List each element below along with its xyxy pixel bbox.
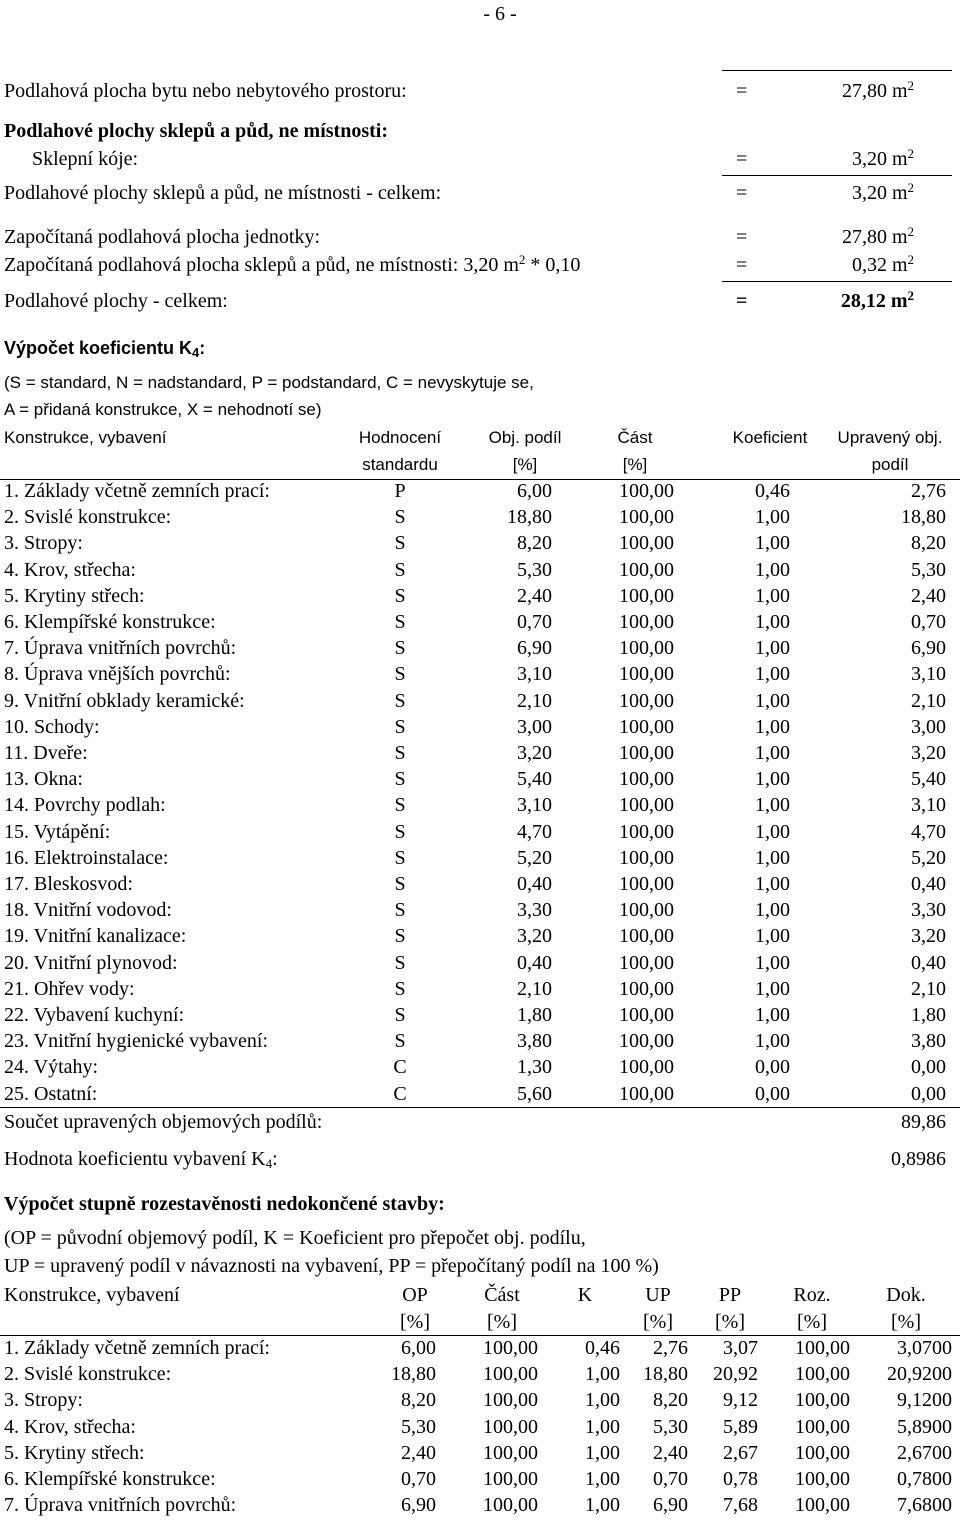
col-part-unit: [%]: [487, 1311, 517, 1333]
cell-share: 0,70: [517, 611, 552, 633]
cell-rating: S: [394, 925, 406, 948]
cell-k: 1,00: [585, 1415, 620, 1438]
cell-coef: 1,00: [755, 1030, 790, 1053]
cell-rating: S: [394, 584, 406, 607]
cell-share: 6,00: [517, 480, 552, 502]
cell-part: 100,00: [619, 1030, 674, 1053]
cell-k: 1,00: [585, 1494, 620, 1517]
cell-share: 3,30: [517, 899, 552, 922]
table-row: [0, 768, 960, 794]
cell-coef: 1,00: [755, 977, 790, 1000]
cell-share: 5,20: [517, 846, 552, 869]
table-row: [0, 585, 960, 611]
cell-construction: 22. Vybavení kuchyní:: [4, 1004, 185, 1026]
cell-part: 100,00: [619, 1082, 674, 1105]
cell-coef: 0,46: [755, 480, 790, 502]
cell-pp: 20,92: [713, 1363, 758, 1386]
cell-construction: 10. Schody:: [4, 715, 100, 738]
cell-construction: 5. Krytiny střech:: [4, 1441, 145, 1464]
cell-coef: 1,00: [755, 794, 790, 817]
col-roz: Roz.: [793, 1284, 831, 1306]
cell-adjusted: 6,90: [911, 637, 946, 660]
cell-coef: 1,00: [755, 899, 790, 922]
cell-pp: 3,07: [723, 1337, 758, 1359]
cell-rating: S: [394, 689, 406, 712]
cell-pp: 0,78: [723, 1468, 758, 1490]
cell-adjusted: 2,40: [911, 584, 946, 607]
k4-sum-value: 89,86: [901, 1111, 946, 1133]
page-number: - 6 -: [483, 3, 517, 25]
total-value: [722, 290, 952, 316]
value: 28,12 $m^2$: [840, 288, 914, 312]
counted-unit-value: [722, 226, 952, 252]
cell-part: 100,00: [619, 715, 674, 738]
cell-coef: 1,00: [755, 742, 790, 764]
cell-rating: S: [394, 1030, 406, 1053]
col-part: Část: [617, 428, 653, 447]
cell-coef: 1,00: [755, 846, 790, 869]
cell-share: 3,00: [517, 715, 552, 738]
cell-rating: S: [394, 873, 406, 895]
cell-construction: 4. Krov, střecha:: [4, 558, 136, 581]
cell-construction: 6. Klempířské konstrukce:: [4, 1468, 216, 1490]
cell-roz: 100,00: [795, 1415, 850, 1438]
cell-op: 8,20: [401, 1389, 436, 1412]
col-pp-unit: [%]: [715, 1311, 745, 1333]
cell-rating: S: [394, 532, 406, 555]
cellar-item-value: [722, 148, 952, 174]
cell-construction: 5. Krytiny střech:: [4, 584, 145, 607]
cell-construction: 25. Ostatní:: [4, 1082, 98, 1105]
cell-share: 5,60: [517, 1082, 552, 1105]
cell-coef: 1,00: [755, 611, 790, 633]
cell-part: 100,00: [619, 742, 674, 764]
cell-k: 1,00: [585, 1389, 620, 1412]
cell-construction: 3. Stropy:: [4, 1389, 83, 1412]
k4-heading: Výpočet koeficientu $K_4$:: [4, 338, 206, 360]
cell-adjusted: 5,40: [911, 768, 946, 791]
table-row: [0, 559, 960, 585]
stage-legend-line2: UP = upravený podíl v návaznosti na vybavení, PP = přepočítaný podíl na 100 %): [4, 1255, 659, 1277]
cell-dok: 20,9200: [887, 1363, 952, 1386]
col-rating-2: standardu: [362, 455, 438, 474]
cell-part: 100,00: [619, 611, 674, 633]
cell-construction: 9. Vnitřní obklady keramické:: [4, 689, 245, 712]
cell-part: 100,00: [619, 532, 674, 555]
cellar-heading: Podlahové plochy sklepů a půd, ne místnosti:: [4, 120, 388, 142]
cell-construction: 2. Svislé konstrukce:: [4, 506, 172, 529]
cell-adjusted: 0,40: [911, 951, 946, 974]
value: 3,20 $m^2$: [851, 180, 914, 204]
cell-part: 100,00: [483, 1441, 538, 1464]
col-up: UP: [645, 1284, 671, 1306]
cell-share: 2,10: [517, 977, 552, 1000]
cell-part: 100,00: [619, 899, 674, 922]
col-adjusted: Upravený obj.: [837, 428, 943, 447]
cell-coef: 1,00: [755, 715, 790, 738]
cell-part: 100,00: [619, 794, 674, 817]
table-row: [0, 1337, 960, 1363]
cell-part: 100,00: [619, 846, 674, 869]
cell-share: 3,10: [517, 663, 552, 686]
cell-share: 3,10: [517, 794, 552, 817]
cell-coef: 1,00: [755, 1004, 790, 1026]
cell-part: 100,00: [619, 558, 674, 581]
cell-rating: S: [394, 1004, 406, 1026]
cell-share: 3,20: [517, 925, 552, 948]
table-row: [0, 663, 960, 689]
cell-coef: 1,00: [755, 532, 790, 555]
table-row: [0, 1004, 960, 1030]
cell-coef: 1,00: [755, 584, 790, 607]
cell-rating: S: [394, 820, 406, 843]
value: 3,20 $m^2$: [851, 146, 914, 170]
table-row: [0, 532, 960, 558]
value: 27,80 $m^2$: [841, 224, 914, 248]
table-row: [0, 899, 960, 925]
col-roz-unit: [%]: [797, 1311, 827, 1333]
cell-dok: 0,7800: [897, 1468, 952, 1490]
table-row: [0, 1056, 960, 1082]
k4-legend-line2: A = přidaná konstrukce, X = nehodnotí se): [4, 400, 322, 419]
cell-share: 3,20: [517, 742, 552, 764]
cell-op: 6,00: [401, 1337, 436, 1359]
table-row: [0, 1083, 960, 1109]
table-row: [0, 637, 960, 663]
cell-adjusted: 3,10: [911, 663, 946, 686]
cell-construction: 2. Svislé konstrukce:: [4, 1363, 172, 1386]
cell-adjusted: 5,20: [911, 846, 946, 869]
cell-part: 100,00: [619, 768, 674, 791]
cell-roz: 100,00: [795, 1468, 850, 1490]
cell-rating: P: [394, 480, 406, 502]
cell-construction: 7. Úprava vnitřních povrchů:: [4, 637, 237, 660]
stage-heading: Výpočet stupně rozestavěnosti nedokončené stavby:: [4, 1193, 445, 1215]
cell-adjusted: 3,20: [911, 742, 946, 764]
cell-part: 100,00: [483, 1337, 538, 1359]
cell-adjusted: 18,80: [901, 506, 946, 529]
cell-rating: S: [394, 558, 406, 581]
floor-area-value: [722, 80, 952, 106]
cell-rating: S: [394, 768, 406, 791]
col-dok-unit: [%]: [891, 1311, 921, 1333]
equals-sign: =: [736, 80, 748, 102]
table-row: [0, 821, 960, 847]
cell-dok: 3,0700: [897, 1337, 952, 1359]
cell-up: 5,30: [653, 1415, 688, 1438]
cell-pp: 9,12: [723, 1389, 758, 1412]
value: 27,80 $m^2$: [841, 78, 914, 102]
cell-construction: 20. Vnitřní plynovod:: [4, 951, 178, 974]
table-row: [0, 1494, 960, 1520]
top-rule: [722, 70, 952, 71]
table-row: [0, 611, 960, 637]
cell-adjusted: 2,10: [911, 689, 946, 712]
table-row: [0, 690, 960, 716]
cell-construction: 13. Okna:: [4, 768, 83, 791]
table-row: [0, 952, 960, 978]
cell-share: 5,30: [517, 558, 552, 581]
cell-up: 2,76: [653, 1337, 688, 1359]
cell-construction: 1. Základy včetně zemních prací:: [4, 480, 270, 502]
cell-k: 1,00: [585, 1468, 620, 1490]
cell-rating: S: [394, 794, 406, 817]
cell-coef: 1,00: [755, 951, 790, 974]
cell-construction: 7. Úprava vnitřních povrchů:: [4, 1494, 237, 1517]
k4-legend-line1: (S = standard, N = nadstandard, P = podstandard, C = nevyskytuje se,: [4, 373, 534, 392]
cell-rating: S: [394, 951, 406, 974]
cell-part: 100,00: [619, 873, 674, 895]
equals-sign: =: [736, 254, 748, 276]
cell-part: 100,00: [619, 637, 674, 660]
table-row: [0, 480, 960, 506]
counted-rule: [722, 281, 952, 282]
cell-roz: 100,00: [795, 1363, 850, 1386]
k4-value-value: 0,8986: [891, 1148, 946, 1170]
cell-adjusted: 3,30: [911, 899, 946, 922]
col-op: OP: [402, 1284, 428, 1306]
cell-construction: 18. Vnitřní vodovod:: [4, 899, 172, 922]
cell-part: 100,00: [619, 1056, 674, 1079]
cell-op: 5,30: [401, 1415, 436, 1438]
col-part: Část: [484, 1284, 520, 1306]
col-share: Obj. podíl: [488, 428, 562, 447]
cell-part: 100,00: [619, 663, 674, 686]
cell-part: 100,00: [619, 480, 674, 502]
k4-bottom-rule: [0, 1107, 960, 1108]
cell-adjusted: 3,00: [911, 715, 946, 738]
cell-rating: S: [394, 663, 406, 686]
cell-k: 1,00: [585, 1363, 620, 1386]
cell-op: 6,90: [401, 1494, 436, 1517]
cell-part: 100,00: [483, 1389, 538, 1412]
cell-up: 8,20: [653, 1389, 688, 1412]
col-k: K: [577, 1284, 593, 1306]
value: 0,32 $m^2$: [851, 252, 914, 276]
cell-coef: 1,00: [755, 820, 790, 843]
cell-adjusted: 3,80: [911, 1030, 946, 1053]
cell-op: 2,40: [401, 1441, 436, 1464]
cell-rating: S: [394, 506, 406, 529]
cell-part: 100,00: [619, 506, 674, 529]
col-construction: Konstrukce, vybavení: [4, 1284, 180, 1306]
cell-part: 100,00: [619, 689, 674, 712]
cell-coef: 0,00: [755, 1082, 790, 1105]
cell-share: 0,40: [517, 873, 552, 895]
cell-construction: 16. Elektroinstalace:: [4, 846, 169, 869]
cell-k: 1,00: [585, 1441, 620, 1464]
cell-adjusted: 5,30: [911, 558, 946, 581]
cell-coef: 1,00: [755, 768, 790, 791]
cell-part: 100,00: [619, 925, 674, 948]
cell-share: 1,30: [517, 1056, 552, 1079]
table-row: [0, 847, 960, 873]
cell-construction: 15. Vytápění:: [4, 820, 111, 843]
cell-dok: 5,8900: [897, 1415, 952, 1438]
cell-share: 2,40: [517, 584, 552, 607]
cell-pp: 5,89: [723, 1415, 758, 1438]
cell-coef: 1,00: [755, 873, 790, 895]
cell-construction: 1. Základy včetně zemních prací:: [4, 1337, 270, 1359]
table-row: [0, 1416, 960, 1442]
cell-rating: S: [394, 846, 406, 869]
cell-part: 100,00: [483, 1468, 538, 1490]
table-row: [0, 1442, 960, 1468]
cellar-total-value: [722, 182, 952, 208]
k4-sum-label: Součet upravených objemových podílů:: [4, 1111, 323, 1133]
cell-rating: C: [393, 1056, 407, 1079]
cell-adjusted: 0,00: [911, 1082, 946, 1105]
cell-part: 100,00: [483, 1494, 538, 1517]
table-row: [0, 1030, 960, 1056]
cell-up: 2,40: [653, 1441, 688, 1464]
cell-dok: 7,6800: [897, 1494, 952, 1517]
cell-op: 0,70: [401, 1468, 436, 1490]
table-row: [0, 978, 960, 1004]
cell-share: 8,20: [517, 532, 552, 555]
cell-coef: 1,00: [755, 689, 790, 712]
stage-header-rule: [0, 1335, 960, 1336]
cell-rating: S: [394, 637, 406, 660]
cell-adjusted: 3,10: [911, 794, 946, 817]
cell-up: 0,70: [653, 1468, 688, 1490]
cell-rating: S: [394, 899, 406, 922]
cell-part: 100,00: [619, 584, 674, 607]
cell-roz: 100,00: [795, 1389, 850, 1412]
cell-part: 100,00: [619, 951, 674, 974]
cell-construction: 23. Vnitřní hygienické vybavení:: [4, 1030, 269, 1053]
cell-construction: 19. Vnitřní kanalizace:: [4, 925, 187, 948]
total-label: Podlahové plochy - celkem:: [4, 290, 228, 312]
table-row: [0, 1468, 960, 1494]
cell-construction: 4. Krov, střecha:: [4, 1415, 136, 1438]
cell-roz: 100,00: [795, 1337, 850, 1359]
cell-rating: C: [393, 1082, 407, 1105]
floor-area-label: Podlahová plocha bytu nebo nebytového prostoru:: [4, 80, 407, 102]
table-row: [0, 794, 960, 820]
counted-cellar-value: [722, 254, 952, 280]
cell-rating: S: [394, 715, 406, 738]
cellar-total-label: Podlahové plochy sklepů a půd, ne místnosti - celkem:: [4, 182, 442, 204]
table-row: [0, 1389, 960, 1415]
col-rating: Hodnocení: [358, 428, 442, 447]
table-row: [0, 925, 960, 951]
cell-part: 100,00: [619, 1004, 674, 1026]
cell-coef: 1,00: [755, 637, 790, 660]
col-construction: Konstrukce, vybavení: [4, 428, 167, 447]
col-adjusted-2: podíl: [871, 455, 909, 474]
cell-adjusted: 2,76: [911, 480, 946, 502]
table-row: [0, 1363, 960, 1389]
cell-share: 2,10: [517, 689, 552, 712]
cell-coef: 0,00: [755, 1056, 790, 1079]
cell-construction: 3. Stropy:: [4, 532, 83, 555]
col-pp: PP: [718, 1284, 742, 1306]
cell-up: 18,80: [643, 1363, 688, 1386]
cell-adjusted: 0,00: [911, 1056, 946, 1079]
cell-part: 100,00: [483, 1363, 538, 1386]
cell-adjusted: 3,20: [911, 925, 946, 948]
cell-construction: 17. Bleskosvod:: [4, 873, 133, 895]
cell-op: 18,80: [391, 1363, 436, 1386]
cell-share: 18,80: [507, 506, 552, 529]
cell-coef: 1,00: [755, 506, 790, 529]
cell-part: 100,00: [619, 820, 674, 843]
counted-unit-label: Započítaná podlahová plocha jednotky:: [4, 226, 321, 248]
cell-share: 4,70: [517, 820, 552, 843]
cellar-item-label: Sklepní kóje:: [32, 148, 139, 170]
cell-coef: 1,00: [755, 663, 790, 686]
cell-rating: S: [394, 977, 406, 1000]
cell-roz: 100,00: [795, 1441, 850, 1464]
cell-construction: 8. Úprava vnějších povrchů:: [4, 663, 231, 686]
col-op-unit: [%]: [400, 1311, 430, 1333]
col-up-unit: [%]: [643, 1311, 673, 1333]
table-row: [0, 873, 960, 899]
cell-share: 6,90: [517, 637, 552, 660]
stage-legend-line1: (OP = původní objemový podíl, K = Koeficient pro přepočet obj. podílu,: [4, 1227, 586, 1249]
cell-construction: 21. Ohřev vody:: [4, 977, 135, 1000]
cell-adjusted: 1,80: [911, 1004, 946, 1026]
cell-coef: 1,00: [755, 558, 790, 581]
cell-rating: S: [394, 742, 406, 764]
cell-share: 1,80: [517, 1004, 552, 1026]
col-share-unit: [%]: [512, 455, 538, 474]
equals-sign: =: [736, 226, 748, 248]
cell-adjusted: 0,40: [911, 873, 946, 895]
cell-adjusted: 4,70: [911, 820, 946, 843]
equals-sign: =: [736, 182, 748, 204]
cell-share: 5,40: [517, 768, 552, 791]
cell-adjusted: 2,10: [911, 977, 946, 1000]
cell-coef: 1,00: [755, 925, 790, 948]
col-dok: Dok.: [886, 1284, 926, 1306]
col-coef: Koeficient: [732, 428, 808, 447]
cell-dok: 2,6700: [897, 1441, 952, 1464]
cell-roz: 100,00: [795, 1494, 850, 1517]
table-row: [0, 716, 960, 742]
cell-construction: 24. Výtahy:: [4, 1056, 99, 1079]
table-row: [0, 506, 960, 532]
cell-rating: S: [394, 611, 406, 633]
cell-share: 0,40: [517, 951, 552, 974]
cell-construction: 14. Povrchy podlah:: [4, 794, 166, 817]
cell-construction: 11. Dveře:: [4, 742, 88, 764]
cell-adjusted: 0,70: [911, 611, 946, 633]
cell-pp: 2,67: [723, 1441, 758, 1464]
table-row: [0, 742, 960, 768]
cell-part: 100,00: [619, 977, 674, 1000]
cell-up: 6,90: [653, 1494, 688, 1517]
cell-pp: 7,68: [723, 1494, 758, 1517]
cell-construction: 6. Klempířské konstrukce:: [4, 611, 216, 633]
cell-dok: 9,1200: [897, 1389, 952, 1412]
cell-adjusted: 8,20: [911, 532, 946, 555]
cell-k: 0,46: [585, 1337, 620, 1359]
cell-part: 100,00: [483, 1415, 538, 1438]
cellar-rule: [722, 175, 952, 176]
cell-share: 3,80: [517, 1030, 552, 1053]
equals-sign: =: [736, 290, 748, 312]
counted-cellar-label: Započítaná podlahová plocha sklepů a půd, ne místnosti: 3,20 $m^2 * 0,10$: [4, 252, 581, 276]
k4-value-label: Hodnota koeficientu vybavení $K_4$:: [4, 1148, 278, 1171]
col-part-unit: [%]: [622, 455, 648, 474]
equals-sign: =: [736, 148, 748, 170]
